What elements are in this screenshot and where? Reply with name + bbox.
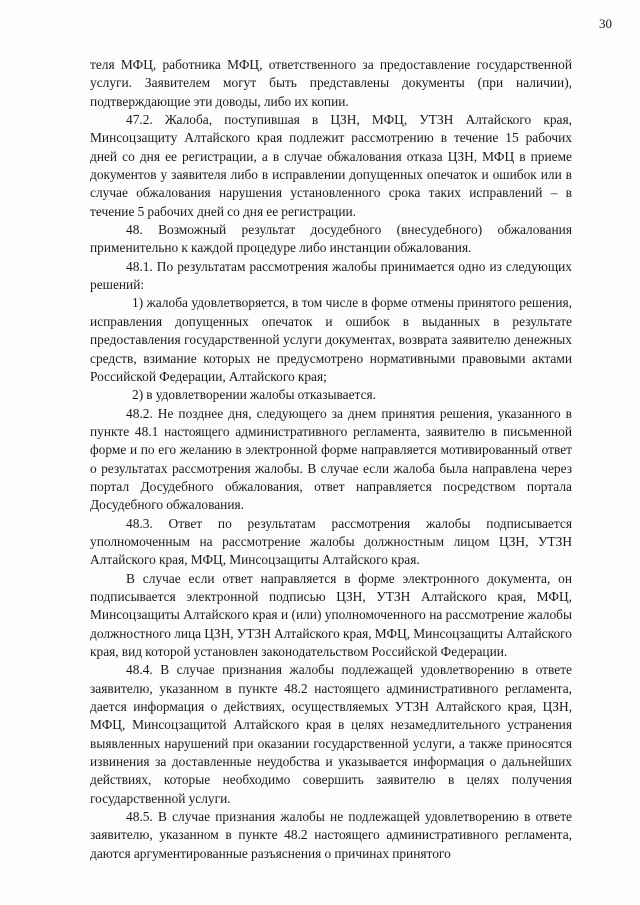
paragraph-48-5: 48.5. В случае признания жалобы не подлежащей удовлетворению в ответе заявителю, указанном в пункте 48.2 настоящего административного регламента, даются аргументированные разъяснения о причинах принятого — [90, 809, 572, 861]
paragraph-48-2: 48.2. Не позднее дня, следующего за днем принятия решения, указанного в пункте 48.1 настоящего административного регламента, заявителю в письменной форме и по его желанию в электронной форме направляется мотивированный ответ о результатах рассмотрения жалобы. В случае если жалоба была направлена через портал Досудебного обжалования, ответ направляется посредством портала Досудебного обжалования. — [90, 405, 572, 513]
document-body — [90, 56, 572, 863]
paragraph-48: 48. Возможный результат досудебного (внесудебного) обжалования применительно к каждой процедуре либо инстанции обжалования. — [90, 222, 572, 256]
paragraph-48-4: 48.4. В случае признания жалобы подлежащей удовлетворению в ответе заявителю, указанном в пункте 48.2 настоящего административного регламента, дается информация о действиях, осуществляемых УТЗН Алтайского края, ЦЗН, МФЦ, Минсоцзащитой Алтайского края в целях незамедлительного устранения выявленных нарушений при оказании государственной услуги, а также приносятся извинения за доставленные неудобства и указывается информация о дальнейших действиях, которые необходимо совершить заявителю в целях получения государственной услуги. — [90, 662, 572, 806]
list-item-2: 2) в удовлетворении жалобы отказывается. — [132, 387, 377, 403]
scan-noise-decoration — [0, 835, 640, 905]
paragraph-48-1: 48.1. По результатам рассмотрения жалобы принимается одно из следующих решений: — [90, 258, 572, 293]
paragraph-electronic-signature: В случае если ответ направляется в форме электронного документа, он подписывается электронной подписью ЦЗН, УТЗН Алтайского края, МФЦ, Минсоцзащиты Алтайского края и (или) уполномоченного на рассмотрение жалобы должностного лица ЦЗН, УТЗН Алтайского края, МФЦ, Минсоцзащиты Алтайского края, вид которой установлен законодательством Российской Федерации. — [90, 570, 572, 659]
paragraph-47-2: 47.2. Жалоба, поступившая в ЦЗН, МФЦ, УТЗН Алтайского края, Минсоцзащиту Алтайского края подлежит рассмотрению в течение 15 рабочих дней со дня ее регистрации, а в случае обжалования отказа ЦЗН, МФЦ в приеме документов у заявителя либо в исправлении допущенных опечаток и ошибок или в случае обжалования нарушения установленного срока таких исправлений – в течение 5 рабочих дней со дня ее регистрации. — [90, 112, 572, 219]
paragraph-continuation: теля МФЦ, работника МФЦ, ответственного за предоставление государственной услуги. Заявителем могут быть представлены документы (при наличии), подтверждающие эти доводы, либо их копии. — [90, 57, 572, 109]
page-number: 30 — [599, 16, 612, 31]
list-item-1: 1) жалоба удовлетворяется, в том числе в форме отмены принятого решения, исправления допущенных опечаток и ошибок в выданных в результате предоставления государственной услуги документах, возврата заявителю денежных средств, взимание которых не предусмотрено нормативными правовыми актами Российской Федерации, Алтайского края; — [90, 295, 572, 384]
paragraph-48-3: 48.3. Ответ по результатам рассмотрения жалобы подписывается уполномоченным на рассмотрение жалобы должностным лицом ЦЗН, УТЗН Алтайского края, МФЦ, Минсоцзащиты Алтайского края. — [90, 515, 572, 568]
